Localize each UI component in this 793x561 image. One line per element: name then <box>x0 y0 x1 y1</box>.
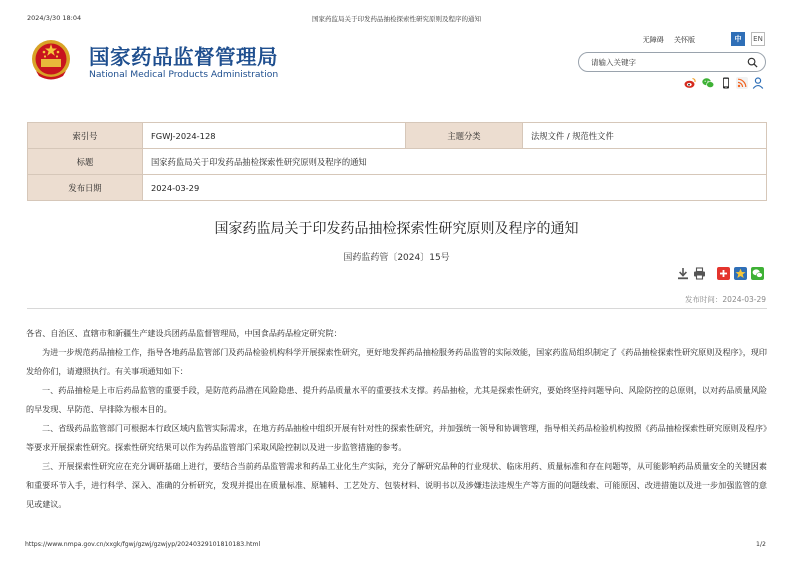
weibo-icon[interactable] <box>684 77 696 89</box>
wechat-share-icon[interactable] <box>751 267 764 280</box>
favorite-icon[interactable] <box>734 267 747 280</box>
article-body <box>26 324 767 514</box>
national-emblem-icon[interactable] <box>30 37 72 83</box>
paragraph: 一、药品抽检是上市后药品监管的重要手段，是防范药品潜在风险隐患、提升药品质量水平的重要技术支撑。药品抽检，尤其是探索性研究，要始终坚持问题导向、风险防控的总原则，以对药品质量风险的早发现、早防范、早排除为根本目的。 <box>26 385 767 414</box>
add-icon[interactable] <box>717 267 730 280</box>
print-footer-url: https://www.nmpa.gov.cn/xxgk/fgwj/gzwj/gzwjyp/20240329101810183.html <box>25 541 261 548</box>
accessibility-link[interactable]: 无障碍 <box>642 36 664 44</box>
care-mode-link[interactable]: 关怀版 <box>674 36 695 44</box>
publish-date: 2024-03-29 <box>722 295 766 304</box>
paragraph: 二、省级药品监管部门可根据本行政区域内监管实际需求，在地方药品抽检中组织开展有针对性的探索性研究，并加强统一领导和协调管理，指导相关药品检验机构按照《药品抽检探索性研究原则及程序》等要求开展探索性研究。探索性研究结果可以作为药品监管部门采取风险控制以及进一步监管措施的参考。 <box>26 423 767 452</box>
search-input[interactable]: 请输入关键字 <box>591 58 636 67</box>
metadata-table <box>27 122 767 201</box>
title-label: 标题 <box>28 149 143 175</box>
lang-zh-button[interactable]: 中 <box>731 32 745 46</box>
user-icon[interactable] <box>752 77 764 89</box>
category-label: 主题分类 <box>406 123 523 149</box>
divider <box>27 308 767 309</box>
print-datetime: 2024/3/30 18:04 <box>27 14 82 22</box>
top-links <box>635 35 695 45</box>
site-name-cn[interactable]: 国家药品监督管理局 <box>89 45 278 69</box>
paragraph: 为进一步规范药品抽检工作，指导各地药品监管部门及药品检验机构科学开展探索性研究，更好地发挥药品抽检服务药品监管的实际效能，国家药监局组织制定了《药品抽检探索性研究原则及程序》，现印发给你们，请遵照执行。有关事项通知如下： <box>26 347 767 376</box>
publish-info <box>685 294 766 305</box>
paragraph: 三、开展探索性研究应在充分调研基础上进行，要结合当前药品监管需求和药品工业化生产实际，充分了解研究品种的行业现状、临床用药、质量标准和存在问题等，从可能影响药品质量安全的关键因素和重要环节入手，进行科学、深入、准确的分析研究，发现并提出在质量标准、原辅料、工艺处方、包装材料、说明书以及涉嫌违法违规生产等方面的问题线索、可能原因、改进措施以及进一步加强监管的意见或建议。 <box>26 461 767 509</box>
search-box[interactable] <box>578 52 766 72</box>
article-title: 国家药监局关于印发药品抽检探索性研究原则及程序的通知 <box>214 221 579 237</box>
date-label: 发布日期 <box>28 175 143 201</box>
print-header-title: 国家药监局关于印发药品抽检探索性研究原则及程序的通知 <box>312 15 481 23</box>
wechat-icon[interactable] <box>702 77 714 89</box>
print-icon[interactable] <box>693 267 706 280</box>
document-number: 国药监药管〔2024〕15号 <box>343 253 450 263</box>
lang-en-button[interactable]: EN <box>751 32 765 46</box>
category-value: 法规文件 / 规范性文件 <box>523 123 767 149</box>
mobile-icon[interactable] <box>720 77 732 89</box>
index-value: FGWJ-2024-128 <box>143 123 406 149</box>
title-value: 国家药监局关于印发药品抽检探索性研究原则及程序的通知 <box>143 149 767 175</box>
paragraph-salutation: 各省、自治区、直辖市和新疆生产建设兵团药品监督管理局，中国食品药品检定研究院： <box>26 328 342 338</box>
print-page-number: 1/2 <box>756 541 766 548</box>
index-label: 索引号 <box>28 123 143 149</box>
rss-icon[interactable] <box>736 77 748 89</box>
publish-label: 发布时间： <box>684 295 723 304</box>
download-icon[interactable] <box>677 267 689 280</box>
date-value: 2024-03-29 <box>143 175 767 201</box>
search-icon[interactable] <box>747 57 758 68</box>
site-name-en[interactable]: National Medical Products Administration <box>89 69 279 80</box>
